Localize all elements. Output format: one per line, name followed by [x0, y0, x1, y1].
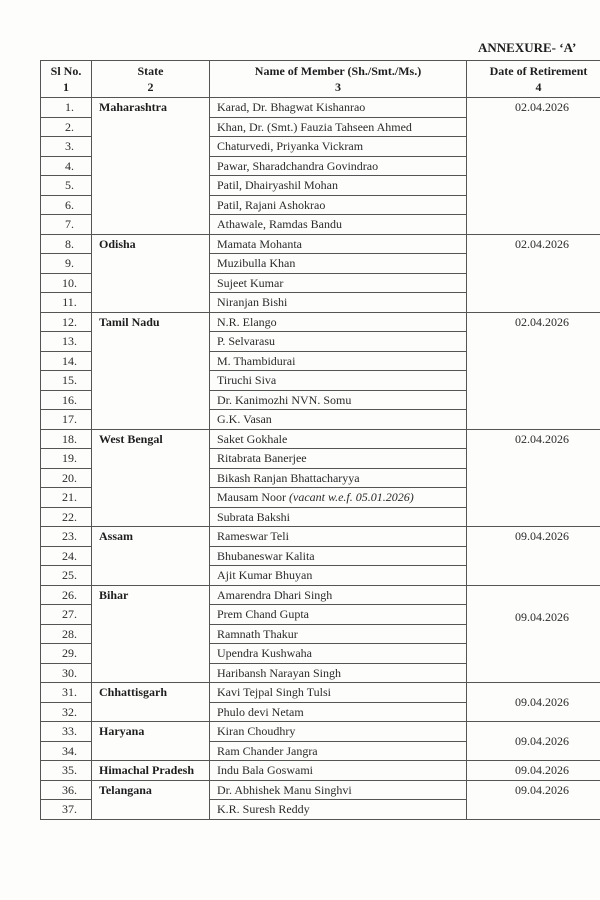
- state-cell: Telangana: [92, 780, 210, 819]
- member-name: Muzibulla Khan: [217, 256, 296, 270]
- member-name-cell: [210, 137, 467, 157]
- sl-no-cell: 5.: [41, 176, 92, 196]
- sl-no-cell: 31.: [41, 683, 92, 703]
- sl-no-cell: 15.: [41, 371, 92, 391]
- member-name: Mamata Mohanta: [217, 236, 302, 251]
- member-name-cell: [210, 195, 467, 215]
- member-name: Karad, Dr. Bhagwat Kishanrao: [217, 100, 366, 114]
- member-name: Pawar, Sharadchandra Govindrao: [217, 158, 379, 173]
- member-name-cell: [210, 527, 467, 547]
- member-name: Indu Bala Goswami: [217, 763, 313, 777]
- member-name: Tiruchi Siva: [217, 373, 277, 387]
- sl-no-cell: 2.: [41, 117, 92, 137]
- member-name-cell: [210, 566, 467, 586]
- state-cell: West Bengal: [92, 429, 210, 527]
- sl-no-cell: 35.: [41, 761, 92, 781]
- member-name-cell: [210, 702, 467, 722]
- member-name: Athawale, Ramdas Bandu: [217, 217, 342, 231]
- member-name-cell: [210, 468, 467, 488]
- member-name: Rameswar Teli: [217, 529, 289, 543]
- retirement-date-cell: 02.04.2026: [467, 429, 600, 527]
- member-name: Bhubaneswar Kalita: [217, 548, 315, 563]
- state-cell: Himachal Pradesh: [92, 761, 210, 781]
- member-name: Kavi Tejpal Singh Tulsi: [217, 685, 331, 699]
- member-name-cell: [210, 351, 467, 371]
- member-name-cell: [210, 605, 467, 625]
- table-row: [41, 585, 600, 605]
- table-row: [41, 234, 600, 254]
- state-cell: Haryana: [92, 722, 210, 761]
- sl-no-cell: 22.: [41, 507, 92, 527]
- member-name-cell: [210, 546, 467, 566]
- retirement-date-cell: 09.04.2026: [467, 780, 600, 819]
- member-name: Ram Chander Jangra: [217, 743, 318, 758]
- retirement-date-cell: 09.04.2026: [467, 585, 600, 683]
- sl-no-cell: 8.: [41, 234, 92, 254]
- member-name: K.R. Suresh Reddy: [217, 802, 310, 816]
- vacancy-note: (vacant w.e.f. 05.01.2026): [289, 490, 414, 504]
- member-name-cell: [210, 683, 467, 703]
- member-name-cell: [210, 761, 467, 781]
- table-row: [41, 527, 600, 547]
- table-row: [41, 98, 600, 118]
- member-name-cell: [210, 800, 467, 820]
- header-member-name: Name of Member (Sh./Smt./Ms.) 3: [210, 61, 467, 98]
- sl-no-cell: 36.: [41, 780, 92, 800]
- member-name-cell: [210, 488, 467, 508]
- sl-no-cell: 20.: [41, 468, 92, 488]
- member-name-cell: [210, 507, 467, 527]
- member-name-cell: [210, 273, 467, 293]
- header-sl-no: Sl No. 1: [41, 61, 92, 98]
- retirement-date-cell: 02.04.2026: [467, 234, 600, 312]
- sl-no-cell: 33.: [41, 722, 92, 742]
- member-name: Ritabrata Banerjee: [217, 451, 307, 465]
- sl-no-cell: 28.: [41, 624, 92, 644]
- member-name-cell: [210, 390, 467, 410]
- sl-no-cell: 7.: [41, 215, 92, 235]
- member-name: Ajit Kumar Bhuyan: [217, 568, 313, 582]
- member-name-cell: [210, 254, 467, 274]
- member-name: Saket Gokhale: [217, 431, 288, 446]
- member-name-cell: [210, 332, 467, 352]
- sl-no-cell: 24.: [41, 546, 92, 566]
- member-name-cell: [210, 371, 467, 391]
- member-name: Sujeet Kumar: [217, 275, 284, 290]
- sl-no-cell: 3.: [41, 137, 92, 157]
- member-name-cell: [210, 293, 467, 313]
- member-name-cell: [210, 429, 467, 449]
- sl-no-cell: 25.: [41, 566, 92, 586]
- retirement-date-cell: 02.04.2026: [467, 312, 600, 429]
- member-name: Bikash Ranjan Bhattacharyya: [217, 470, 360, 485]
- sl-no-cell: 18.: [41, 429, 92, 449]
- member-name: Chaturvedi, Priyanka Vickram: [217, 139, 364, 153]
- member-name-cell: [210, 663, 467, 683]
- member-name: G.K. Vasan: [217, 412, 272, 426]
- member-name-cell: [210, 780, 467, 800]
- retirement-date-cell: 09.04.2026: [467, 722, 600, 761]
- annexure-title: ANNEXURE- ‘A’: [478, 40, 577, 55]
- member-name: Khan, Dr. (Smt.) Fauzia Tahseen Ahmed: [217, 119, 412, 134]
- sl-no-cell: 27.: [41, 605, 92, 625]
- member-name: Patil, Dhairyashil Mohan: [217, 178, 338, 192]
- member-name-cell: [210, 644, 467, 664]
- sl-no-cell: 14.: [41, 351, 92, 371]
- state-cell: Tamil Nadu: [92, 312, 210, 429]
- member-name: Mausam Noor: [217, 490, 286, 504]
- sl-no-cell: 9.: [41, 254, 92, 274]
- state-cell: Assam: [92, 527, 210, 586]
- member-name: M. Thambidurai: [217, 353, 296, 368]
- sl-no-cell: 17.: [41, 410, 92, 430]
- sl-no-cell: 23.: [41, 527, 92, 547]
- sl-no-cell: 21.: [41, 488, 92, 508]
- sl-no-cell: 1.: [41, 98, 92, 118]
- sl-no-cell: 29.: [41, 644, 92, 664]
- retirement-table: [40, 60, 600, 820]
- member-name-cell: [210, 624, 467, 644]
- sl-no-cell: 30.: [41, 663, 92, 683]
- member-name-cell: [210, 449, 467, 469]
- member-name: Dr. Abhishek Manu Singhvi: [217, 782, 352, 797]
- state-cell: Odisha: [92, 234, 210, 312]
- sl-no-cell: 11.: [41, 293, 92, 313]
- sl-no-cell: 19.: [41, 449, 92, 469]
- member-name: Amarendra Dhari Singh: [217, 587, 333, 602]
- member-name: Patil, Rajani Ashokrao: [217, 197, 326, 212]
- table-body: [41, 98, 600, 820]
- state-cell: Chhattisgarh: [92, 683, 210, 722]
- member-name: Upendra Kushwaha: [217, 646, 312, 660]
- sl-no-cell: 10.: [41, 273, 92, 293]
- sl-no-cell: 13.: [41, 332, 92, 352]
- state-cell: Bihar: [92, 585, 210, 683]
- retirement-date-cell: 02.04.2026: [467, 98, 600, 235]
- member-name: P. Selvarasu: [217, 334, 275, 348]
- table-row: [41, 780, 600, 800]
- sl-no-cell: 34.: [41, 741, 92, 761]
- sl-no-cell: 16.: [41, 390, 92, 410]
- member-name-cell: [210, 741, 467, 761]
- table-row: [41, 722, 600, 742]
- member-name-cell: [210, 176, 467, 196]
- sl-no-cell: 32.: [41, 702, 92, 722]
- header-date-of-retirement: Date of Retirement 4: [467, 61, 600, 98]
- member-name-cell: [210, 117, 467, 137]
- member-name: Ramnath Thakur: [217, 626, 298, 641]
- member-name-cell: [210, 585, 467, 605]
- member-name-cell: [210, 234, 467, 254]
- member-name: N.R. Elango: [217, 314, 277, 329]
- table-row: [41, 312, 600, 332]
- member-name: Prem Chand Gupta: [217, 607, 309, 621]
- table-row: [41, 429, 600, 449]
- retirement-date-cell: 09.04.2026: [467, 761, 600, 781]
- header-state: State 2: [92, 61, 210, 98]
- state-cell: Maharashtra: [92, 98, 210, 235]
- member-name-cell: [210, 215, 467, 235]
- member-name: Dr. Kanimozhi NVN. Somu: [217, 392, 352, 407]
- member-name: Subrata Bakshi: [217, 509, 290, 524]
- sl-no-cell: 26.: [41, 585, 92, 605]
- member-name-cell: [210, 722, 467, 742]
- sl-no-cell: 12.: [41, 312, 92, 332]
- member-name: Niranjan Bishi: [217, 295, 288, 309]
- sl-no-cell: 37.: [41, 800, 92, 820]
- member-name-cell: [210, 156, 467, 176]
- retirement-date-cell: 09.04.2026: [467, 683, 600, 722]
- retirement-date-cell: 09.04.2026: [467, 527, 600, 586]
- member-name-cell: [210, 312, 467, 332]
- member-name-cell: [210, 98, 467, 118]
- member-name: Phulo devi Netam: [217, 704, 304, 719]
- member-name: Haribansh Narayan Singh: [217, 665, 341, 680]
- table-row: [41, 761, 600, 781]
- table-row: [41, 683, 600, 703]
- sl-no-cell: 6.: [41, 195, 92, 215]
- member-name-cell: [210, 410, 467, 430]
- header-row: [41, 61, 600, 98]
- sl-no-cell: 4.: [41, 156, 92, 176]
- member-name: Kiran Choudhry: [217, 724, 296, 738]
